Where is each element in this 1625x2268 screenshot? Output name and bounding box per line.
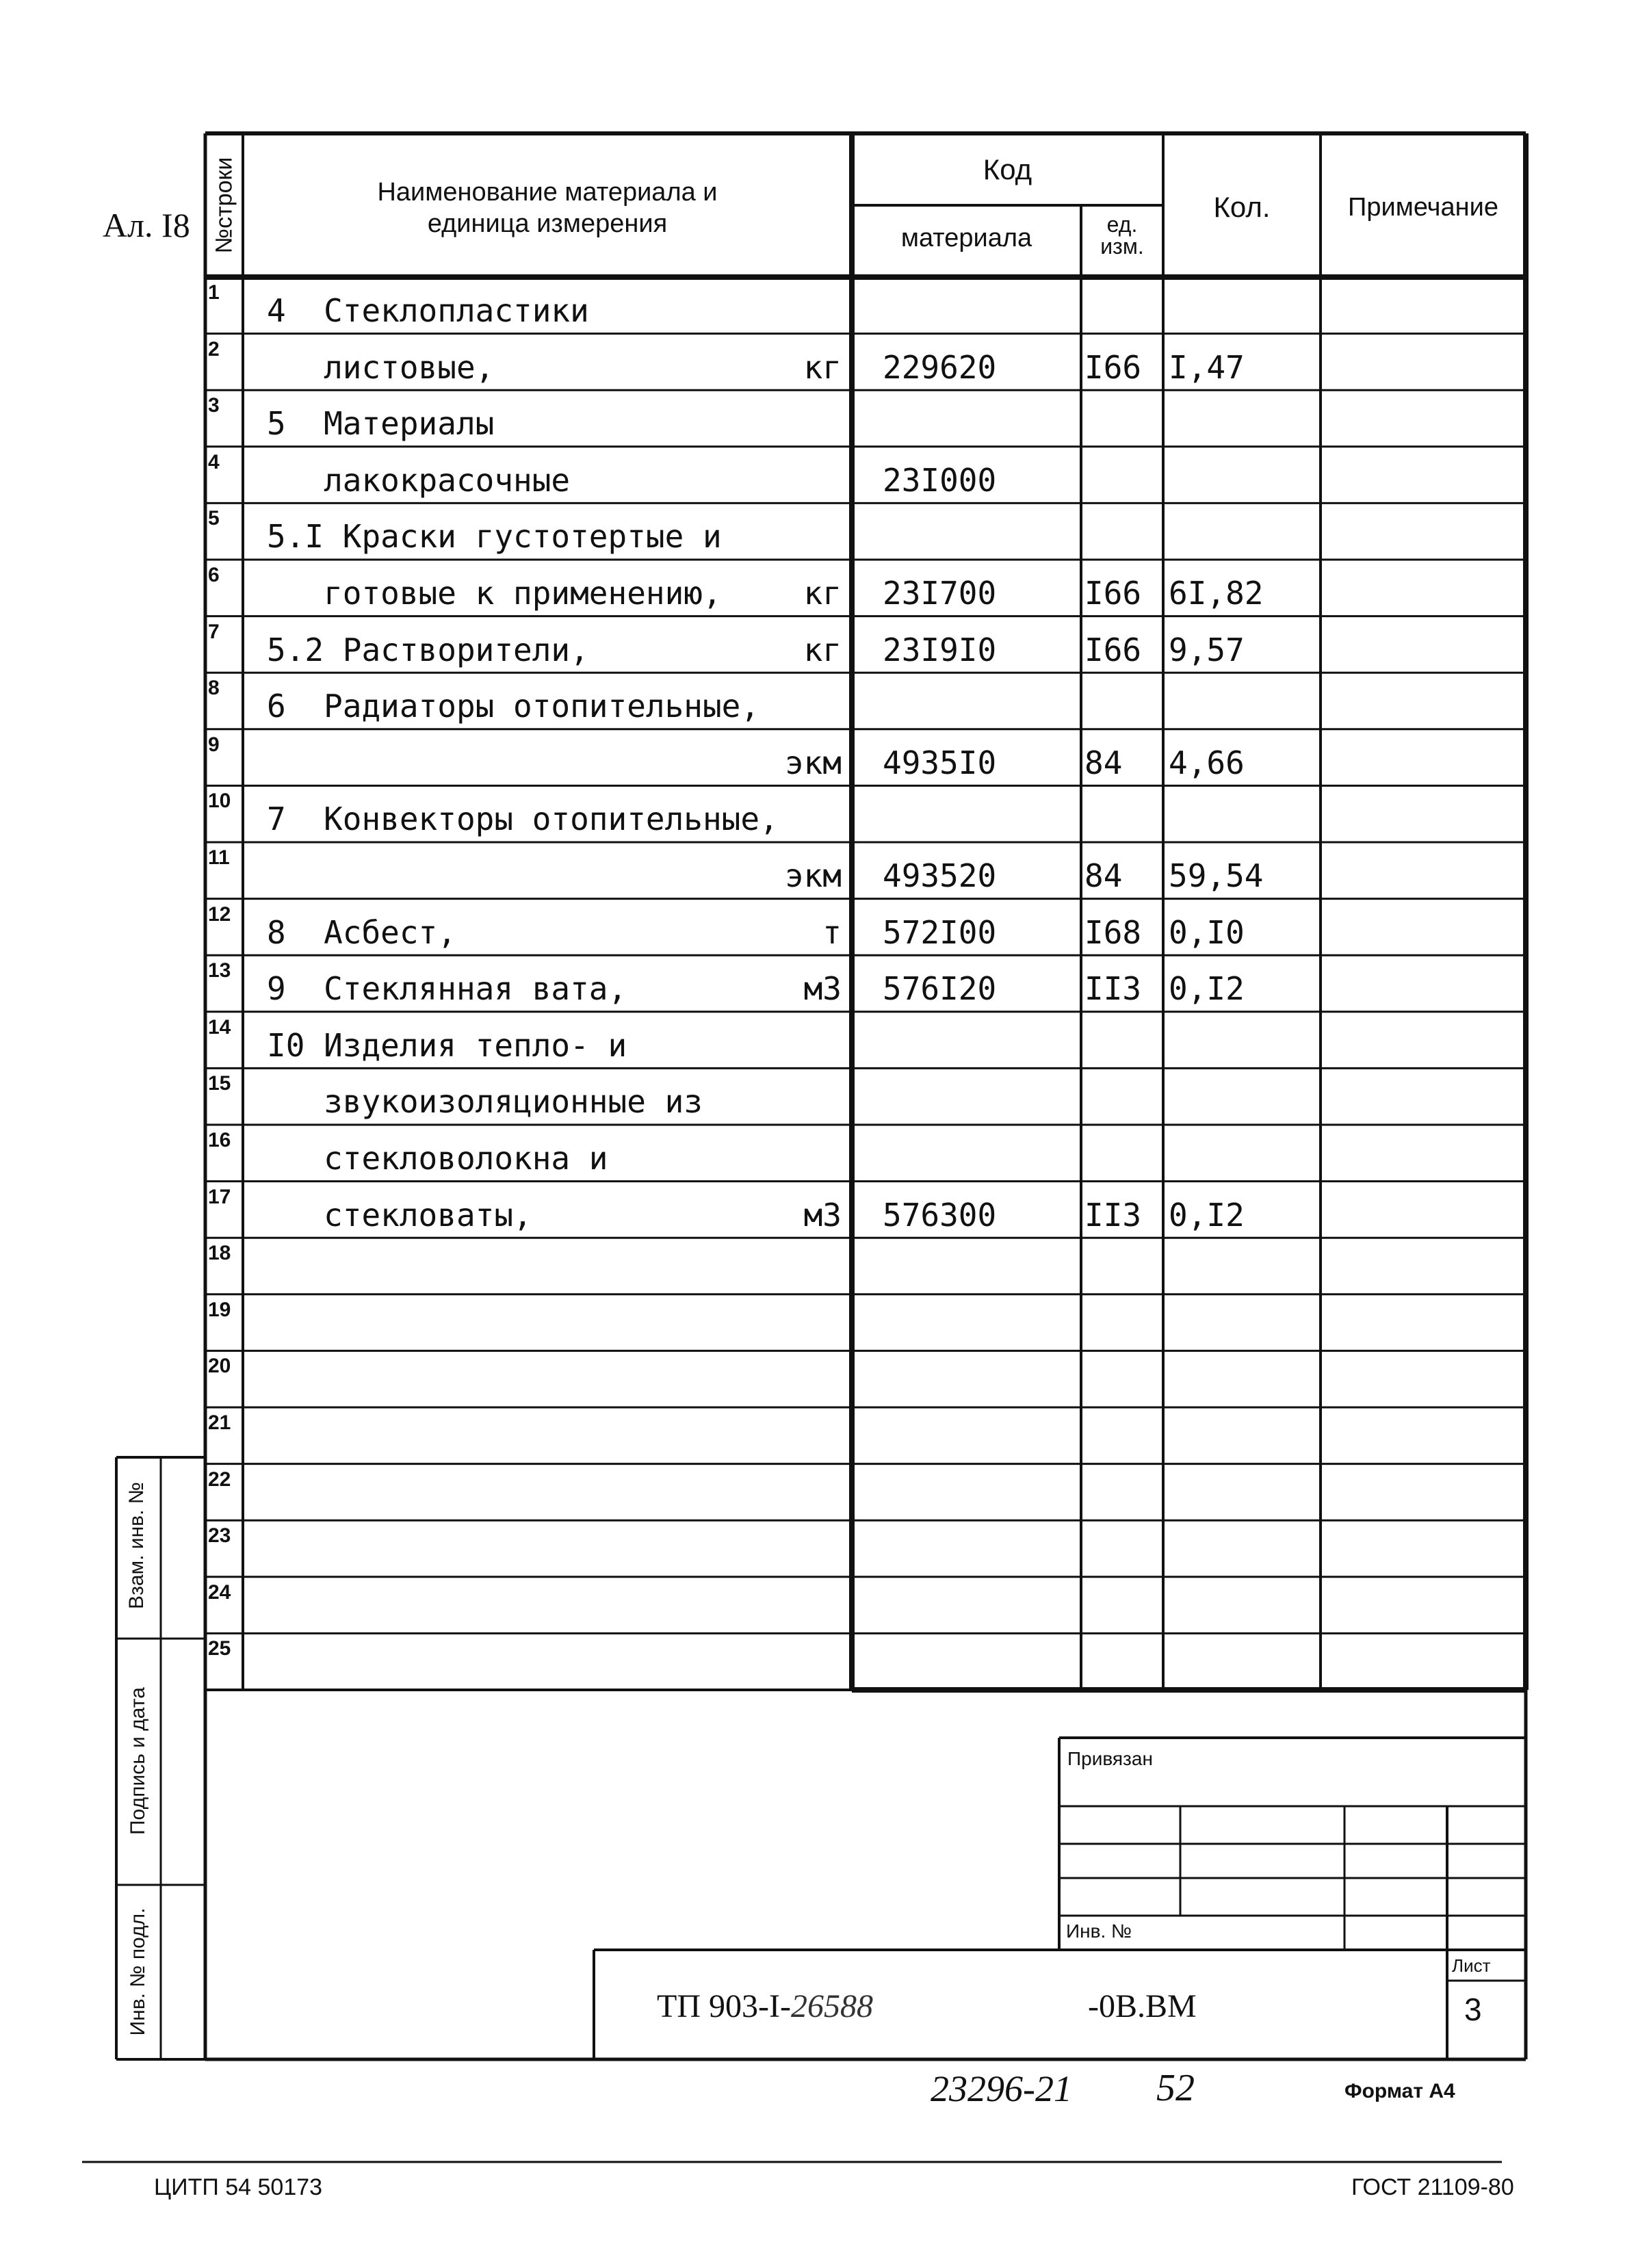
- material-name: 8 Асбест,: [267, 913, 456, 951]
- table-row: [205, 785, 1526, 842]
- table-row: [205, 1520, 1526, 1577]
- row-number: 16: [208, 1129, 231, 1151]
- table-row: [205, 560, 1526, 616]
- table-row: [205, 899, 1526, 956]
- material-name: стекловолокна и: [267, 1140, 608, 1177]
- table-row: [205, 729, 1526, 786]
- unit-of-measure: кг: [803, 631, 842, 668]
- document-code-typed: ТП 903-I-: [657, 1988, 791, 2024]
- row-number: 17: [208, 1185, 231, 1208]
- table-row: [205, 1577, 1526, 1634]
- unit-of-measure: кг: [803, 575, 842, 612]
- row-number: 19: [208, 1298, 231, 1321]
- table-row: [205, 1294, 1526, 1351]
- table-row: [205, 1012, 1526, 1069]
- material-name: готовые к применению,: [267, 575, 722, 612]
- material-code: 229620: [883, 348, 997, 386]
- row-number: 23: [208, 1524, 231, 1548]
- unit-of-measure: экм: [784, 857, 842, 894]
- unit-of-measure: т: [822, 913, 842, 951]
- row-number: 14: [208, 1015, 231, 1039]
- attached-label: Привязан: [1067, 1748, 1153, 1769]
- unit-code: I68: [1084, 913, 1142, 951]
- quantity: 59,54: [1169, 857, 1264, 894]
- material-name: звукоизоляционные из: [267, 1083, 703, 1121]
- unit-code: I66: [1084, 348, 1142, 386]
- original-inventory-label: Инв. № подл.: [127, 1907, 149, 2036]
- table-row: [205, 1464, 1526, 1521]
- unit-code: I66: [1084, 631, 1142, 668]
- material-name: 5.I Краски густотертые и: [267, 518, 722, 556]
- row-number: 24: [208, 1580, 231, 1604]
- material-name: листовые,: [267, 348, 495, 386]
- table-row: [205, 277, 1526, 334]
- sheet-label-cell: Лист: [1452, 1955, 1491, 1976]
- document-code-handwritten: 26588: [790, 1988, 873, 2024]
- row-number: 9: [208, 733, 220, 756]
- row-number: 13: [208, 959, 231, 982]
- unit-of-measure: кг: [803, 348, 842, 386]
- material-name: 9 Стеклянная вата,: [267, 970, 627, 1008]
- table-row: [205, 503, 1526, 560]
- material-code: 23I700: [883, 575, 997, 612]
- material-name: 4 Стеклопластики: [267, 292, 589, 329]
- material-code: 572I00: [883, 913, 997, 951]
- row-number: 18: [208, 1242, 231, 1265]
- row-number: 22: [208, 1468, 231, 1491]
- table-row: [205, 1125, 1526, 1182]
- row-number: 1: [208, 281, 220, 304]
- table-row: [205, 955, 1526, 1012]
- note-header: Примечание: [1348, 193, 1498, 222]
- quantity: I,47: [1169, 348, 1245, 386]
- row-number: 15: [208, 1072, 231, 1095]
- unit-code: 84: [1084, 857, 1123, 894]
- table-row: [205, 447, 1526, 504]
- row-number: 10: [208, 790, 231, 813]
- unit-code: II3: [1084, 1196, 1142, 1234]
- quantity: 0,I0: [1169, 913, 1245, 951]
- row-number: 7: [208, 620, 220, 643]
- material-code: 23I000: [883, 461, 997, 499]
- row-number: 12: [208, 902, 231, 926]
- table-row: [205, 1351, 1526, 1407]
- quantity: 4,66: [1169, 744, 1245, 781]
- material-name: I0 Изделия тепло- и: [267, 1026, 627, 1064]
- sheet-number: 3: [1464, 1992, 1482, 2027]
- page-number: 52: [1156, 2067, 1195, 2109]
- table-row: [205, 842, 1526, 899]
- row-number: 3: [208, 394, 220, 417]
- row-number: 25: [208, 1637, 231, 1660]
- table-row: [205, 390, 1526, 447]
- printer-code: ЦИТП 54 50173: [154, 2174, 323, 2200]
- material-code-header: материала: [900, 224, 1032, 252]
- code-header: Код: [983, 153, 1032, 185]
- table-row: [205, 1182, 1526, 1238]
- unit-of-measure: м3: [803, 970, 842, 1008]
- format-label: Формат А4: [1344, 2080, 1455, 2102]
- unit-code: I66: [1084, 575, 1142, 612]
- table-row: [205, 1238, 1526, 1294]
- quantity: 0,I2: [1169, 1196, 1245, 1234]
- quantity: 0,I2: [1169, 970, 1245, 1008]
- quantity-header: Кол.: [1213, 191, 1271, 223]
- table-row: [205, 616, 1526, 673]
- unit-code: 84: [1084, 744, 1123, 781]
- material-code: 4935I0: [883, 744, 997, 781]
- row-number: 11: [208, 846, 230, 869]
- unit-of-measure: экм: [784, 744, 842, 781]
- material-code: 493520: [883, 857, 997, 894]
- material-name: 5.2 Растворители,: [267, 631, 589, 668]
- row-number: 21: [208, 1411, 231, 1434]
- unit-code-header: ед. изм.: [1100, 212, 1144, 259]
- material-code: 23I9I0: [883, 631, 997, 668]
- table-row: [205, 334, 1526, 391]
- row-number: 5: [208, 507, 220, 530]
- table-row: [205, 1068, 1526, 1125]
- signature-date-label: Подпись и дата: [127, 1687, 149, 1835]
- material-name: 5 Материалы: [267, 405, 495, 443]
- quantity: 9,57: [1169, 631, 1245, 668]
- gost-reference: ГОСТ 21109-80: [1351, 2174, 1514, 2200]
- row-number: 6: [208, 564, 220, 586]
- material-name: лакокрасочные: [267, 461, 571, 499]
- table-row: [205, 1407, 1526, 1464]
- table-row: [205, 1633, 1526, 1690]
- unit-code: II3: [1084, 970, 1142, 1008]
- material-name: 6 Радиаторы отопительные,: [267, 688, 760, 725]
- name-column-header: Наименование материала и единица измерения: [377, 178, 718, 238]
- document-code: [657, 1987, 873, 2025]
- inventory-number-label: Инв. №: [1066, 1920, 1132, 1942]
- document-suffix: -0В.ВМ: [1088, 1988, 1197, 2024]
- unit-of-measure: м3: [803, 1196, 842, 1234]
- table-row: [205, 673, 1526, 729]
- row-number: 8: [208, 677, 220, 700]
- row-number-header: №строки: [211, 157, 237, 254]
- material-name: 7 Конвекторы отопительные,: [267, 800, 779, 838]
- row-number: 20: [208, 1355, 231, 1378]
- handwritten-number: 23296-21: [931, 2068, 1072, 2109]
- replace-inventory-label: Взам. инв. №: [125, 1482, 148, 1609]
- material-name: стекловаты,: [267, 1196, 532, 1234]
- row-number: 2: [208, 337, 220, 361]
- material-code: 576I20: [883, 970, 997, 1008]
- row-number: 4: [208, 450, 220, 473]
- sheet-label: Ал. I8: [103, 206, 190, 244]
- material-code: 576300: [883, 1196, 997, 1234]
- quantity: 6I,82: [1169, 575, 1264, 612]
